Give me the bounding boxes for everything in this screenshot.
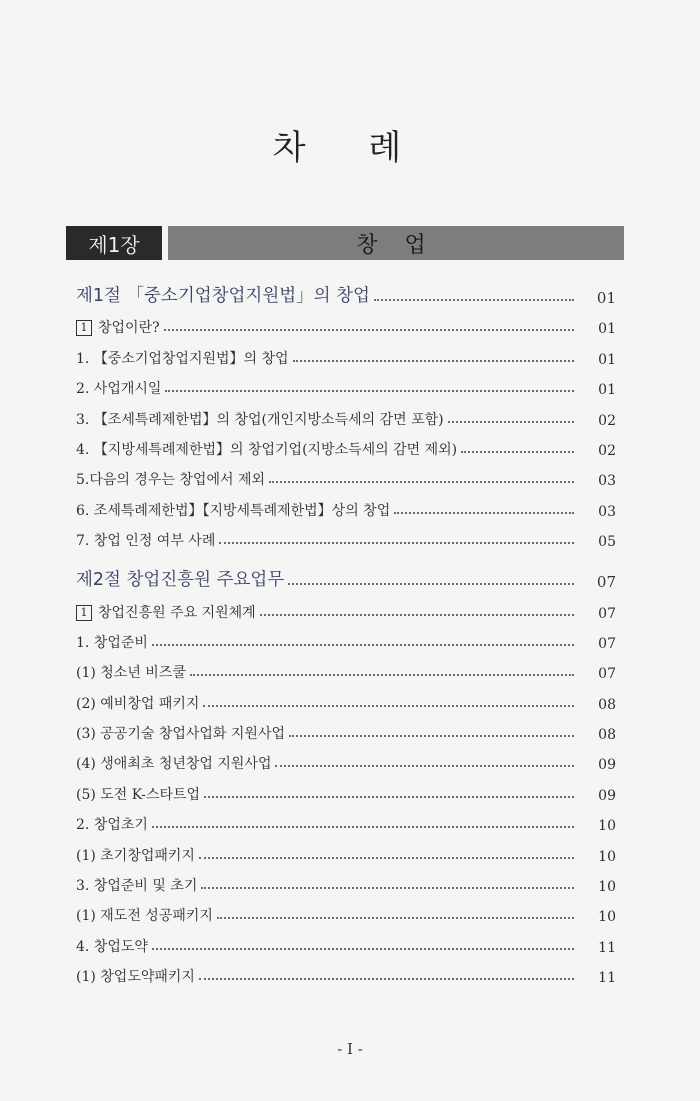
toc-entry-title: 2. 사업개시일 — [76, 381, 162, 398]
toc-entry — [76, 307, 616, 337]
toc-page-number: 10 — [598, 879, 616, 896]
boxed-number: 1 — [76, 320, 92, 336]
toc-entry-title: 5.다음의 경우는 창업에서 제외 — [76, 472, 265, 489]
dot-leader — [289, 735, 574, 737]
toc-entry-title — [76, 602, 260, 622]
toc-page-number: 07 — [598, 666, 616, 683]
toc-section-heading — [76, 274, 616, 307]
toc-page-number: 02 — [598, 442, 616, 459]
dot-leader — [152, 826, 574, 828]
dot-leader — [374, 299, 574, 301]
dot-leader — [152, 644, 574, 646]
toc-entry — [76, 743, 616, 773]
toc-section-heading — [76, 558, 616, 591]
dot-leader — [152, 948, 574, 950]
toc-entry-title: (5) 도전 K-스타트업 — [76, 786, 201, 803]
toc-page-number: 01 — [596, 289, 616, 307]
toc-page-number: 01 — [598, 351, 616, 368]
toc-page-number: 02 — [598, 412, 616, 429]
toc-page-number: 11 — [598, 970, 616, 987]
toc-entry-title — [76, 317, 164, 337]
toc-entry — [76, 429, 616, 459]
toc-entry — [76, 956, 616, 986]
toc-entry-title: 제1절 「중소기업창업지원법」의 창업 — [76, 286, 370, 306]
dot-leader — [199, 857, 574, 859]
toc-entry-title: 3. 【조세특례제한법】의 창업(개인지방소득세의 감면 포함) — [76, 411, 444, 428]
toc-entry-title: 3. 창업준비 및 초기 — [76, 878, 198, 895]
toc-entry — [76, 489, 616, 519]
dot-leader — [269, 481, 574, 483]
toc-entry-title: 2. 창업초기 — [76, 817, 148, 834]
toc-entry-title: 4. 【지방세특례제한법】의 창업기업(지방소득세의 감면 제외) — [76, 441, 458, 458]
dot-leader — [217, 917, 574, 919]
chapter-label: 제1장 — [66, 226, 162, 260]
toc-entry-title: (2) 예비창업 패키지 — [76, 695, 200, 712]
toc-entry — [76, 925, 616, 955]
toc-entry — [76, 682, 616, 712]
toc-entry — [76, 459, 616, 489]
toc-entry — [76, 591, 616, 621]
toc-page-number: 09 — [598, 787, 616, 804]
dot-leader — [204, 796, 574, 798]
dot-leader — [165, 390, 574, 392]
dot-leader — [394, 512, 574, 514]
toc-entry-title: (3) 공공기술 창업사업화 지원사업 — [76, 726, 285, 743]
toc-page-number: 11 — [598, 939, 616, 956]
toc-page-number: 07 — [598, 635, 616, 652]
toc-entry-title: (1) 재도전 성공패키지 — [76, 908, 213, 925]
toc-entry-title: 1. 【중소기업창업지원법】의 창업 — [76, 350, 289, 367]
toc-page-number: 10 — [598, 848, 616, 865]
toc-entry — [76, 865, 616, 895]
toc-entry — [76, 398, 616, 428]
toc-entry-label: 창업이란? — [98, 320, 160, 337]
dot-leader — [199, 978, 574, 980]
toc-entry-title: 6. 조세특례제한법】【지방세특례제한법】상의 창업 — [76, 502, 391, 519]
dot-leader — [448, 421, 574, 423]
toc-entry — [76, 804, 616, 834]
dot-leader — [201, 887, 574, 889]
toc-entry-title: (1) 청소년 비즈쿨 — [76, 665, 186, 682]
toc-page-number: 03 — [598, 473, 616, 490]
chapter-header — [66, 226, 624, 260]
dot-leader — [219, 542, 574, 544]
dot-leader — [275, 765, 574, 767]
dot-leader — [293, 360, 574, 362]
toc-entry-label: 창업진흥원 주요 지원체계 — [98, 604, 256, 621]
toc-page-number: 09 — [598, 757, 616, 774]
toc-entry-title: (1) 창업도약패키지 — [76, 969, 195, 986]
toc-page-number: 10 — [598, 909, 616, 926]
toc-page-number: 10 — [598, 818, 616, 835]
toc-entry — [76, 622, 616, 652]
toc-entry — [76, 520, 616, 550]
toc-entry — [76, 368, 616, 398]
chapter-title: 창 업 — [168, 226, 624, 260]
dot-leader — [190, 674, 574, 676]
dot-leader — [288, 583, 574, 585]
toc-page-number: 03 — [598, 503, 616, 520]
toc-entry — [76, 895, 616, 925]
toc-entry-title: 7. 창업 인정 여부 사례 — [76, 533, 216, 550]
toc-entry-title: 1. 창업준비 — [76, 634, 148, 651]
toc-page-number: 07 — [596, 573, 616, 592]
toc-page-number: 08 — [598, 696, 616, 713]
toc-list — [76, 274, 616, 986]
boxed-number: 1 — [76, 605, 92, 621]
toc-page-number: 01 — [598, 321, 616, 338]
toc-entry — [76, 337, 616, 367]
toc-entry-title: 제2절 창업진흥원 주요업무 — [76, 570, 285, 591]
toc-entry — [76, 713, 616, 743]
toc-page-number: 01 — [598, 382, 616, 399]
toc-page-number: 07 — [598, 605, 616, 622]
toc-entry-title: (4) 생애최초 청년창업 지원사업 — [76, 756, 272, 773]
dot-leader — [164, 329, 574, 331]
dot-leader — [203, 705, 574, 707]
toc-entry-title: 4. 창업도약 — [76, 938, 148, 955]
toc-entry — [76, 652, 616, 682]
toc-entry-title: (1) 초기창업패키지 — [76, 847, 195, 864]
toc-page-number: 05 — [598, 534, 616, 551]
dot-leader — [461, 451, 574, 453]
toc-entry — [76, 834, 616, 864]
dot-leader — [260, 614, 574, 616]
toc-page-number: 08 — [598, 727, 616, 744]
page-folio: - I - — [337, 1040, 363, 1058]
page-title: 차 례 — [272, 128, 428, 168]
toc-entry — [76, 773, 616, 803]
